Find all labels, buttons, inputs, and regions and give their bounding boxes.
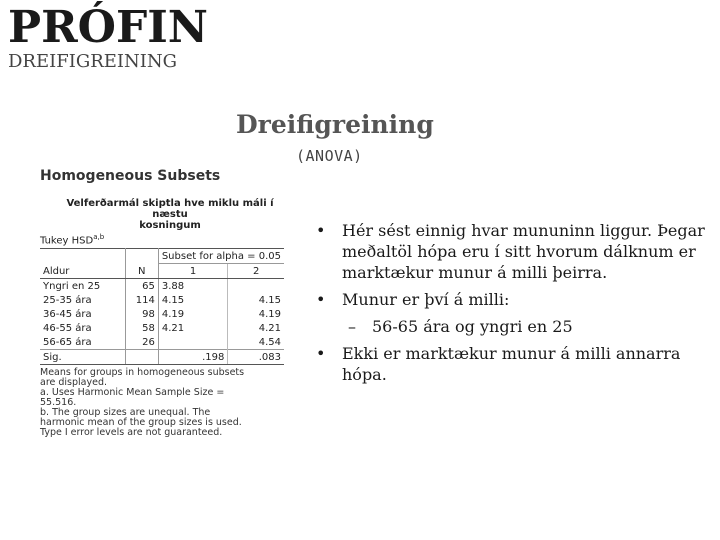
spss-test-name xyxy=(40,233,290,246)
bullet-item: • Munur er því á milli: xyxy=(316,290,510,309)
test-name: Tukey HSD xyxy=(40,235,94,247)
subset-header: Subset for alpha = 0.05 xyxy=(158,249,284,264)
bullet-icon: • xyxy=(316,344,326,363)
dash-icon: – xyxy=(348,317,356,336)
col-subset1-header: 1 xyxy=(158,264,228,279)
test-superscript: a,b xyxy=(93,233,105,241)
bullet-icon: • xyxy=(316,290,326,309)
col-group-header: Aldur xyxy=(40,264,125,279)
spss-output-table xyxy=(40,168,290,438)
col-n-header: N xyxy=(125,264,158,279)
brand-title: PRÓFIN xyxy=(8,2,209,53)
table-row: 25-35 ára 114 4.15 4.15 xyxy=(40,293,284,307)
spss-caption-line2: kosningum xyxy=(139,220,201,231)
spss-caption-line1: Velferðarmál skiptla hve miklu máli í næstu xyxy=(66,198,274,220)
spss-caption xyxy=(40,198,290,231)
table-row: Yngri en 25 65 3.88 xyxy=(40,279,284,294)
spss-heading: Homogeneous Subsets xyxy=(40,168,221,184)
sub-bullet-item: – 56-65 ára og yngri en 25 xyxy=(348,317,573,336)
table-row: 56-65 ára 26 4.54 xyxy=(40,335,284,350)
slide-subtitle: (ANOVA) xyxy=(296,147,363,165)
table-sig-row: Sig. .198 .083 xyxy=(40,350,284,365)
table-row: 46-55 ára 58 4.21 4.21 xyxy=(40,321,284,335)
bullet-item: • Ekki er marktækur munur á milli annarra hópa. xyxy=(316,344,681,384)
subsets-table xyxy=(40,248,284,365)
slide-title: Dreifigreining xyxy=(236,110,434,139)
col-subset2-header: 2 xyxy=(228,264,284,279)
table-header-row xyxy=(40,249,284,264)
bullet-item: • Hér sést einnig hvar mununinn liggur. Þegar meðaltöl hópa eru í sitt hvorum dálknum er marktækur munur á milli þeirra. xyxy=(316,221,705,282)
bullet-icon: • xyxy=(316,221,326,240)
table-row: 36-45 ára 98 4.19 4.19 xyxy=(40,307,284,321)
spss-footnotes: Means for groups in homogeneous subsets are displayed. a. Uses Harmonic Mean Sample Size = 55.516. b. The group sizes are unequal. The harmonic mean of the group sizes is used. Type I error levels are not guaranteed. xyxy=(40,367,245,439)
bullet-list xyxy=(316,220,708,391)
brand-logo xyxy=(8,2,209,72)
table-column-row xyxy=(40,264,284,279)
brand-subtitle: DREIFIGREINING xyxy=(8,51,178,72)
